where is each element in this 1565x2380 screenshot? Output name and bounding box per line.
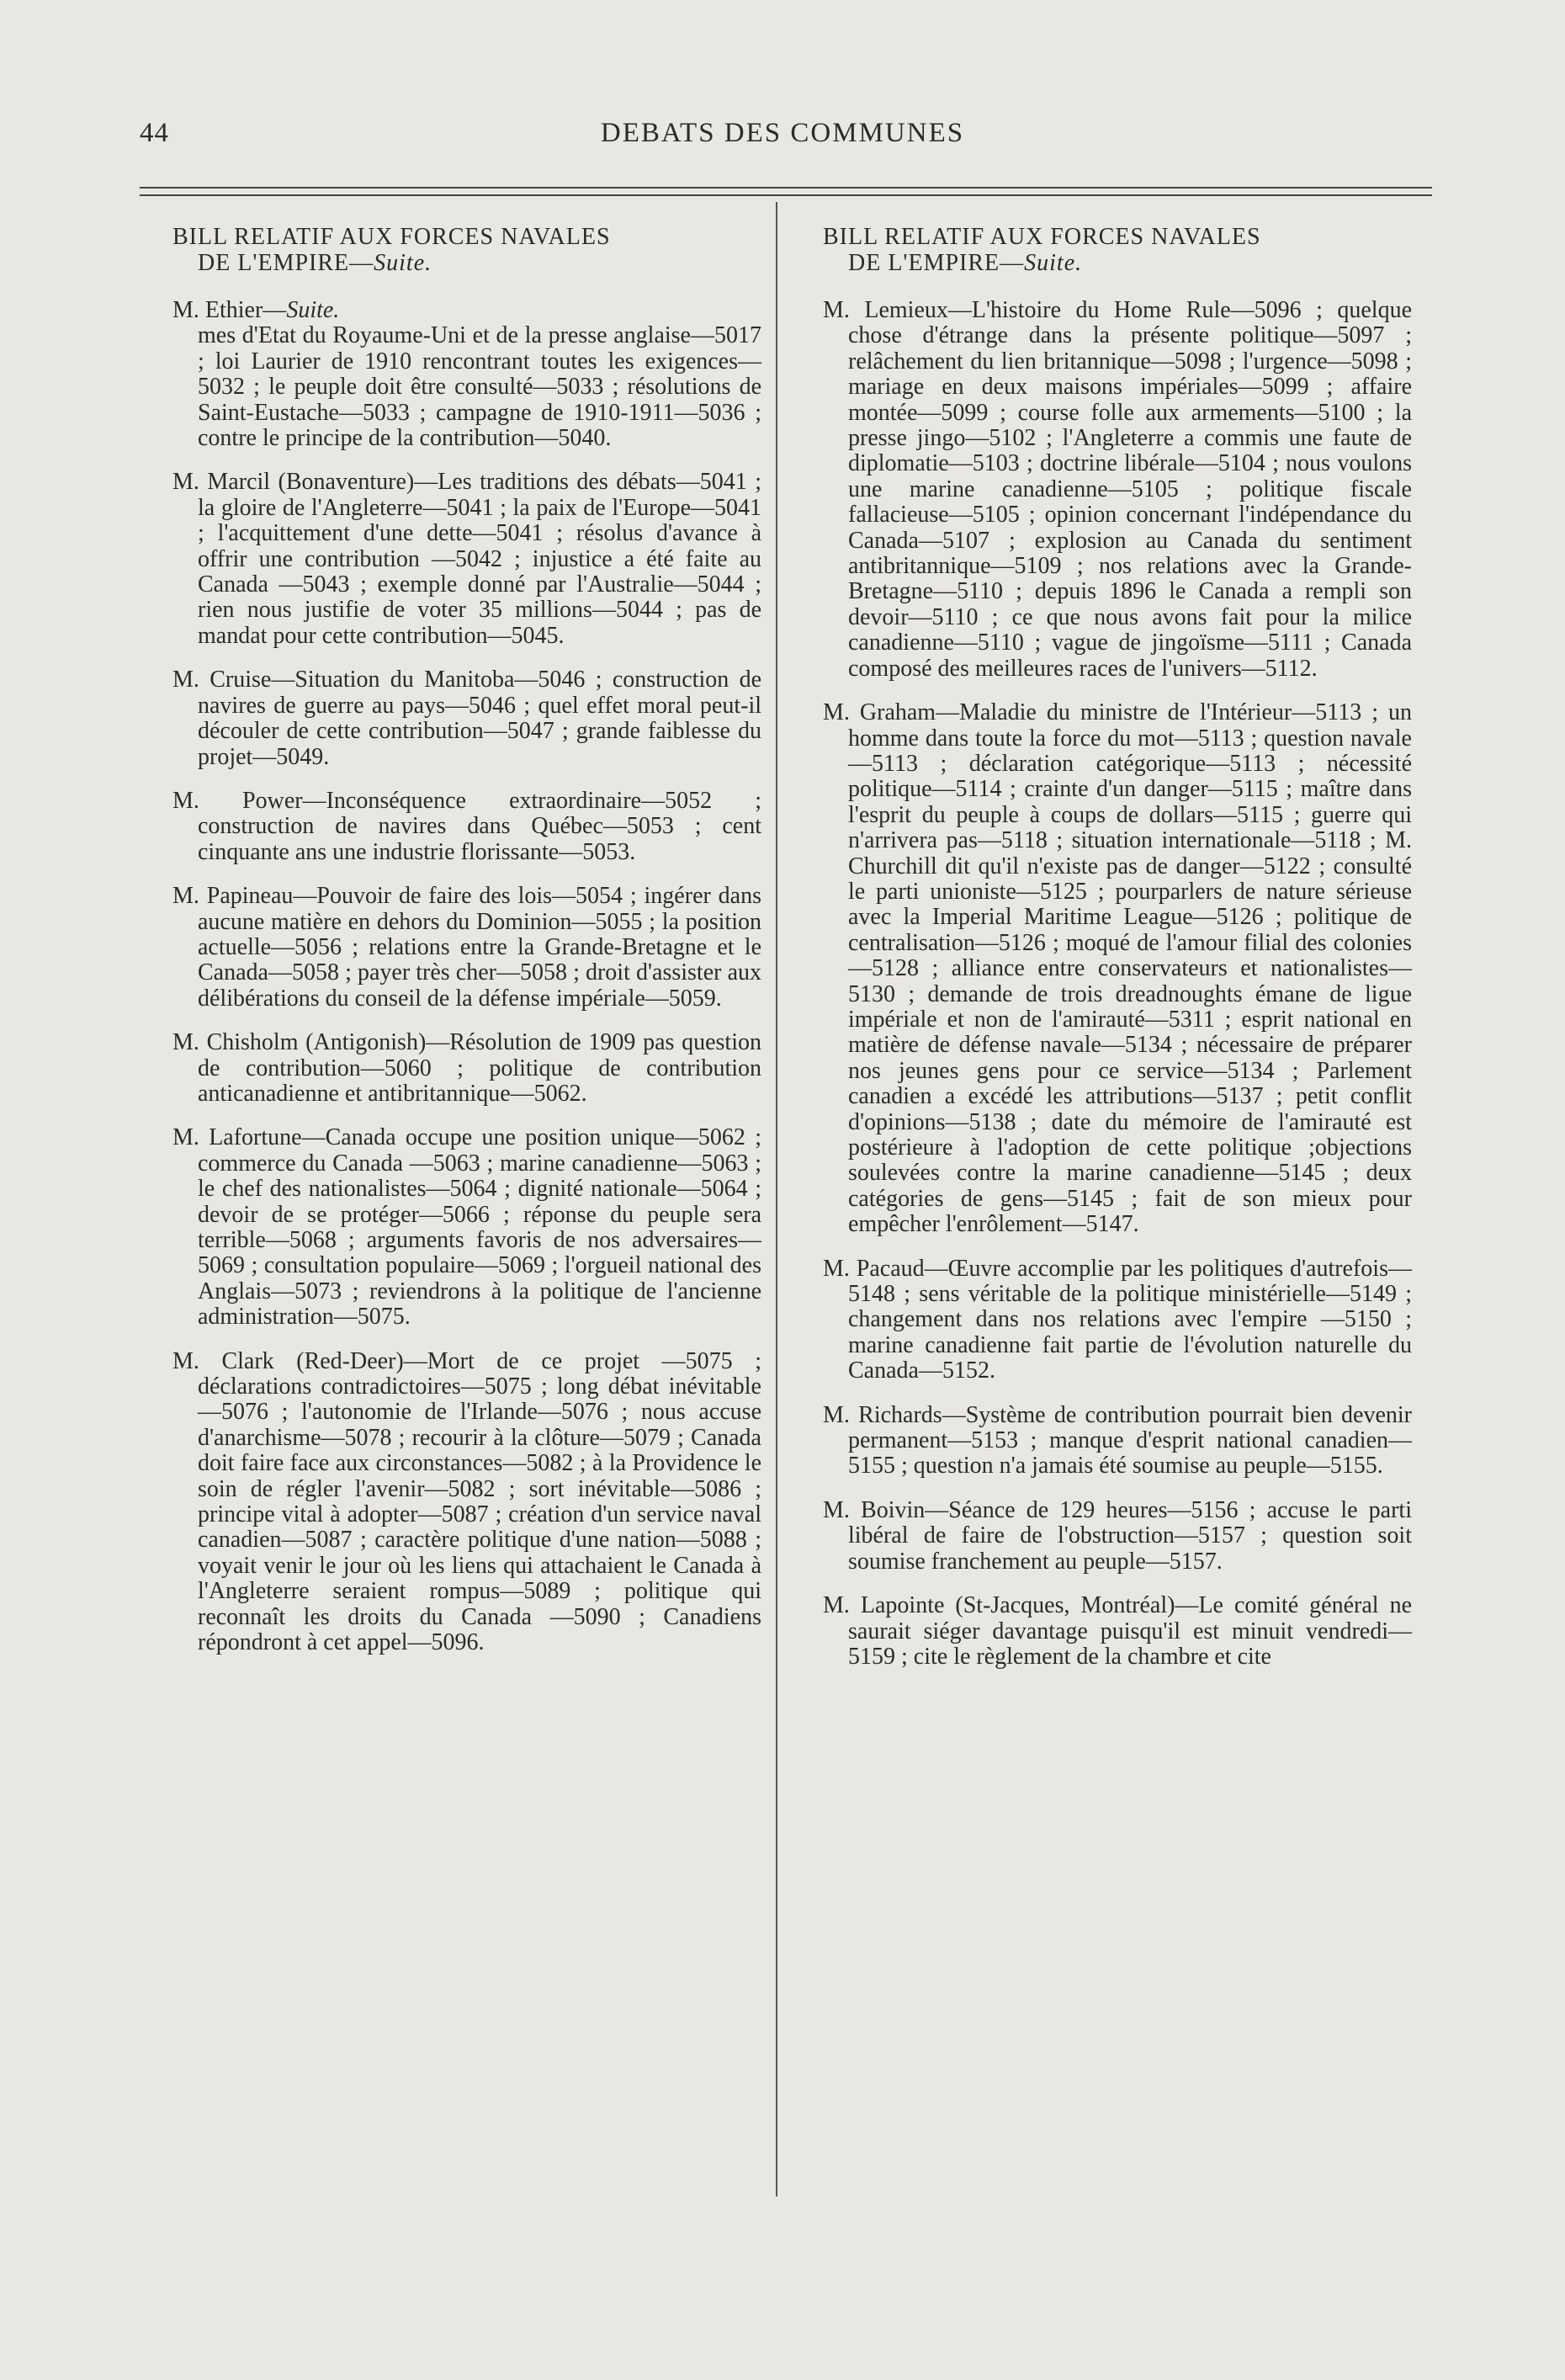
entry-text: Canada occupe une position unique—5062 ; commerce du Canada —5063 ; marine canadienne—5063 ; le chef des nationalistes—5064 ; dignité nationale—5064 ; devoir de se protéger—5066 ; réponse du peuple sera terrible—5068 ; arguments favoris de nos adversaires—5069 ; consultation populaire—5069 ; l'orgueil national des Anglais—5073 ; reviendrons à la politique de l'ancienne administration—5075. [198,1124,761,1331]
running-head: DEBATS DES COMMUNES [600,118,965,148]
entry-text: Mort de ce projet —5075 ; déclarations contradictoires—5075 ; long débat inévitable—5076 ; l'autonomie de l'Irlande—5076 ; nous accuse d'anarchisme—5078 ; recourir à la clôture—5079 ; Canada doit faire face aux circonstances—5082 ; à la Providence le soin de régler l'avenir—5082 ; sort inévitable—5086 ; principe vital à adopter—5087 ; création d'un service naval canadien—5087 ; caractère politique d'une nation—5088 ; voyait venir le jour où les liens qui attachaient le Canada à l'Angleterre seraient rompus—5089 ; politique qui reconnaît les droits du Canada —5090 ; Canadiens répondront à cet appel—5096. [198,1347,761,1656]
speaker [172,297,339,323]
speaker: M. Chisholm (Antigonish)— [172,1029,450,1056]
entry-text: L'histoire du Home Rule—5096 ; quelque chose d'étrange dans la présente politique—5097 ; relâchement du lien britannique—5098 ; l'urgence—5098 ; mariage en deux maisons impériales—5099 ; affaire montée—5099 ; course folle aux armements—5100 ; la presse jingo—5102 ; l'Angleterre a commis une faute de diplomatie—5103 ; doctrine libérale—5104 ; nous voulons une marine canadienne—5105 ; politique fiscale fallacieuse—5105 ; opinion concernant l'indépendance du Canada—5107 ; explosion au Canada du sentiment antibritannique—5109 ; nos relations avec la Grande-Bretagne—5110 ; depuis 1896 le Canada a rempli son devoir—5110 ; ce que nous avons fait pour la milice canadienne—5110 ; vague de jingoïsme—5111 ; Canada composé des meilleures races de l'univers—5112. [848,297,1412,682]
section-title [172,224,761,276]
section-title-suffix: Suite. [374,250,432,276]
header-rule-top [140,187,1432,189]
speaker: M. Graham— [823,699,960,726]
index-entry [823,1403,1412,1480]
section-title-line2 [823,250,1412,276]
index-entry [172,789,761,865]
speaker-name: M. Ethier— [172,297,287,323]
index-entry [172,1125,761,1330]
entry-text: Le comité général ne saurait siéger davantage puisqu'il est minuit vendredi—5159 ; cite le règlement de la chambre et cite [848,1592,1412,1670]
entry-text: Résolution de 1909 pas question de contribution—5060 ; politique de contribution anticanadienne et antibritannique—5062. [198,1029,761,1107]
index-entry [823,1593,1412,1670]
speaker: M. Boivin— [823,1496,949,1523]
index-entry [172,470,761,649]
section-title-suffix: Suite. [1024,250,1083,276]
index-entry [823,1498,1412,1575]
section-title-prefix: DE L'EMPIRE— [848,250,1025,276]
speaker: M. Lemieux— [823,297,972,323]
section-title-line1: BILL RELATIF AUX FORCES NAVALES [823,224,1261,250]
index-entry [172,1349,761,1656]
speaker: M. Papineau— [172,883,317,910]
speaker-suffix: Suite. [286,297,340,323]
entry-text: Inconséquence extraordinaire—5052 ; construction de navires dans Québec—5053 ; cent cinquante ans une industrie florissante—5053. [198,787,761,865]
page-number: 44 [140,118,169,148]
entry-text: Œuvre accomplie par les politiques d'autrefois—5148 ; sens véritable de la politique ministérielle—5149 ; changement dans nos relations avec l'empire —5150 ; marine canadienne fait partie de l'évolution naturelle du Canada—5152. [848,1255,1412,1384]
entry-text: Les traditions des débats—5041 ; la gloire de l'Angleterre—5041 ; la paix de l'Europe—5041 ; l'acquittement d'une dette—5041 ; résolus d'avance à offrir une contribution —5042 ; injustice a été faite au Canada —5043 ; exemple donné par l'Australie—5044 ; rien nous justifie de voter 35 millions—5044 ; pas de mandat pour cette contribution—5045. [198,469,761,649]
speaker: M. Power— [172,787,326,814]
section-title [823,224,1412,276]
entry-text: Système de contribution pourrait bien devenir permanent—5153 ; manque d'esprit national canadien—5155 ; question n'a jamais été soumise au peuple—5155. [848,1401,1412,1480]
speaker: M. Marcil (Bonaventure)— [172,469,438,496]
speaker: M. Pacaud— [823,1255,948,1282]
entry-text: Séance de 129 heures—5156 ; accuse le parti libéral de faire de l'obstruction—5157 ; question soit soumise franchement au peuple—5157. [848,1496,1412,1575]
column-divider [776,202,777,2197]
speaker: M. Lapointe (St-Jacques, Montréal)— [823,1592,1199,1619]
entry-text: Pouvoir de faire des lois—5054 ; ingérer dans aucune matière en dehors du Dominion—5055 ; la position actuelle—5056 ; relations entre la Grande-Bretagne et le Canada—5058 ; payer très cher—5058 ; droit d'assister aux délibérations du conseil de la défense impériale—5059. [198,883,762,1012]
speaker: M. Clark (Red-Deer)— [172,1347,427,1374]
index-entry [823,1256,1412,1384]
index-entry [172,667,761,770]
speaker: M. Lafortune— [172,1124,326,1151]
section-title-line1: BILL RELATIF AUX FORCES NAVALES [172,224,611,250]
section-title-prefix: DE L'EMPIRE— [198,250,374,276]
index-entry [172,1030,761,1107]
entry-text: Maladie du ministre de l'Intérieur—5113 ; un homme dans toute la force du mot—5113 ; question navale—5113 ; déclaration catégorique—5113 ; nécessité politique—5114 ; crainte d'un danger—5115 ; maître dans l'esprit du peuple à coups de dollars—5115 ; guerre qui n'arrivera pas—5118 ; situation internationale—5118 ; M. Churchill dit qu'il n'existe pas de danger—5122 ; consulté le parti unioniste—5125 ; pourparlers de nature sérieuse avec la Imperial Maritime League—5126 ; politique de centralisation—5126 ; moqué de l'amour filial des colonies—5128 ; alliance entre conservateurs et nationalistes—5130 ; demande de trois dreadnoughts émane de ligue impériale et non de l'amirauté—5311 ; esprit national en matière de défense navale—5134 ; nécessaire de préparer nos jeunes gens pour ce service—5134 ; Parlement canadien a excédé les attributions—5137 ; petit conflit d'opinions—5138 ; date du mémoire de l'amirauté est postérieure à l'adoption de cette politique ;objections soulevées contre la marine canadienne—5145 ; deux catégories de gens—5145 ; fait de son mieux pour empêcher l'enrôlement—5147. [848,699,1413,1238]
section-title-line2 [172,250,761,276]
index-entry [823,700,1412,1238]
index-entry [823,298,1412,682]
entry-text: Situation du Manitoba—5046 ; construction de navires de guerre au pays—5046 ; quel effet moral peut-il découler de cette contribution—5047 ; grande faiblesse du projet—5049. [198,667,761,770]
right-column [823,224,1412,1688]
speaker: M. Richards— [823,1401,966,1428]
speaker: M. Cruise— [172,667,295,693]
entry-text: mes d'Etat du Royaume-Uni et de la presse anglaise—5017 ; loi Laurier de 1910 rencontrant toutes les exigences—5032 ; le peuple doit être consulté—5033 ; résolutions de Saint-Eustache—5033 ; campagne de 1910-1911—5036 ; contre le principe de la contribution—5040. [198,322,761,452]
header-rule-bottom [140,194,1432,196]
index-entry [172,298,761,451]
index-entry [172,884,761,1012]
left-column [172,224,761,1675]
